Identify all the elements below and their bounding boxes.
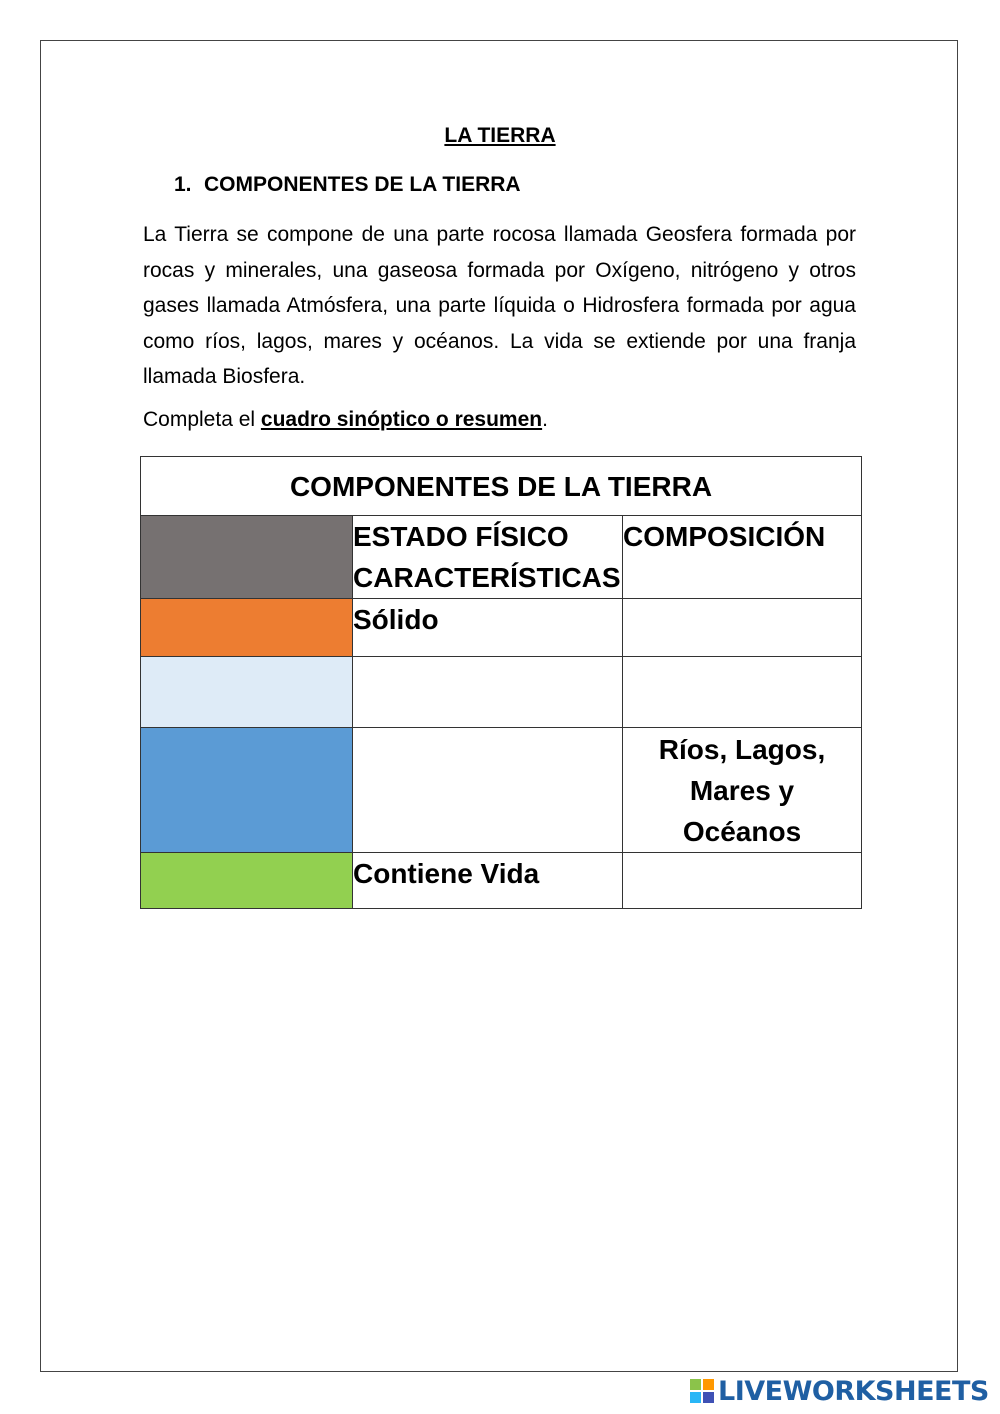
table-row: [141, 728, 862, 853]
table-row: [141, 657, 862, 728]
synoptic-table: [140, 456, 862, 909]
brand-name: LIVEWORKSHEETS: [718, 1375, 989, 1407]
composicion-line1: Ríos, Lagos,: [658, 734, 826, 765]
cell-composicion-empty[interactable]: [623, 599, 862, 657]
liveworksheets-logo-icon: [690, 1379, 714, 1403]
cell-composicion-empty[interactable]: [623, 853, 862, 909]
cell-composicion-hidrosfera: [623, 728, 862, 853]
header-composicion-text: COMPOSICIÓN: [623, 521, 826, 552]
table-title: COMPONENTES DE LA TIERRA: [141, 457, 862, 516]
table-row: [141, 599, 862, 657]
section-heading-text: COMPONENTES DE LA TIERRA: [204, 173, 521, 196]
cell-estado-solido: Sólido: [353, 599, 623, 657]
color-cell-green[interactable]: [141, 853, 353, 909]
header-composicion: [623, 516, 862, 599]
composicion-line2: Mares y: [689, 775, 795, 806]
intro-paragraph: La Tierra se compone de una parte rocosa llamada Geosfera formada por rocas y minerales, una gaseosa formada por Oxígeno, nitrógeno y otros gases llamada Atmósfera, una parte líquida o Hidrosfera formada por agua como ríos, lagos, mares y océanos. La vida se extiende por una franja llamada Biosfera.: [143, 223, 856, 388]
section-heading: [174, 173, 521, 197]
instruction-suffix: .: [542, 408, 548, 431]
instruction-emphasis: cuadro sinóptico o resumen: [260, 408, 543, 431]
cell-estado-empty[interactable]: [353, 728, 623, 853]
header-estado: [353, 516, 623, 599]
instruction-text: [143, 408, 548, 432]
brand-footer: [690, 1374, 989, 1408]
cell-composicion-empty[interactable]: [623, 657, 862, 728]
table-header-row: [141, 516, 862, 599]
table-title-row: [141, 457, 862, 516]
color-cell-lightblue[interactable]: [141, 657, 353, 728]
color-cell-orange[interactable]: [141, 599, 353, 657]
header-estado-line2: CARACTERÍSTICAS: [353, 562, 621, 593]
header-estado-line1: ESTADO FÍSICO: [353, 521, 569, 552]
composicion-line3: Océanos: [682, 816, 802, 847]
cell-estado-empty[interactable]: [353, 657, 623, 728]
color-cell-blue[interactable]: [141, 728, 353, 853]
table-row: [141, 853, 862, 909]
cell-estado-vida: Contiene Vida: [353, 853, 623, 909]
section-number: 1.: [174, 173, 192, 196]
worksheet-title: LA TIERRA: [444, 124, 556, 147]
instruction-prefix: Completa el: [143, 408, 261, 431]
color-cell-gray[interactable]: [141, 516, 353, 599]
